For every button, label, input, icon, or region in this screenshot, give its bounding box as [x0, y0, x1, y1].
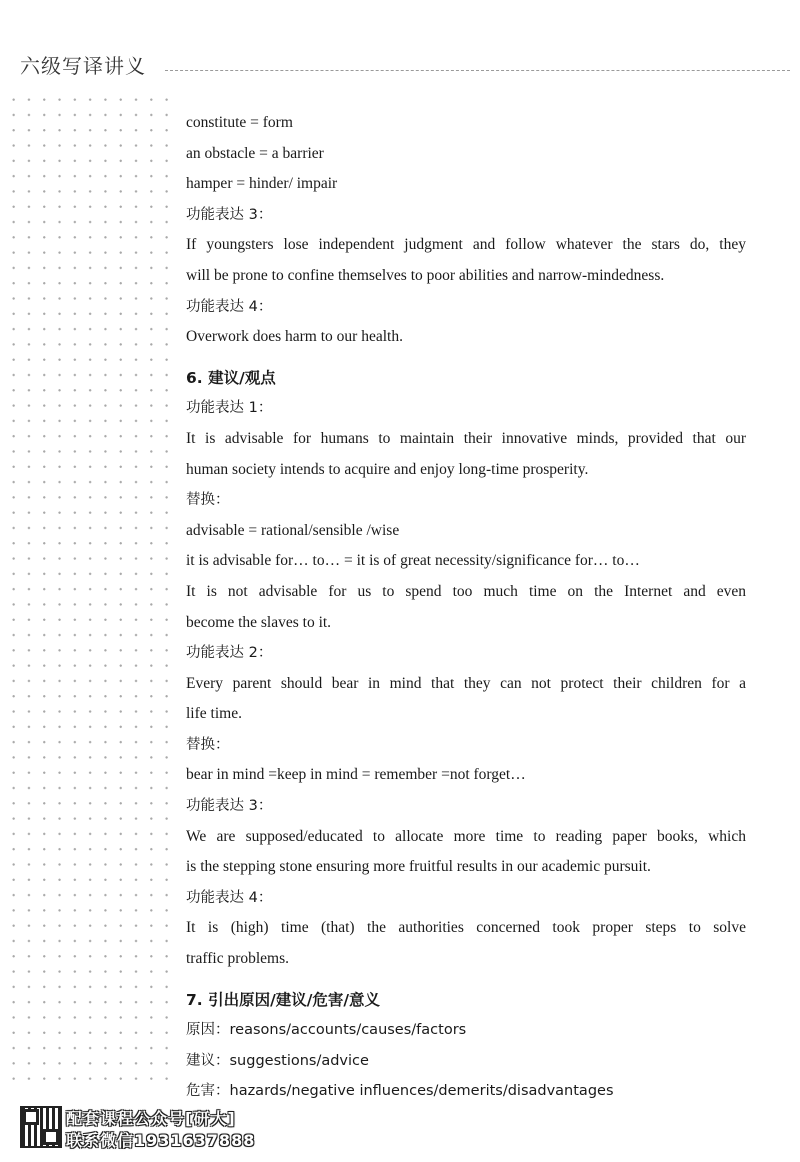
text-line: hamper = hinder/ impair: [186, 175, 338, 193]
text-line: human society intends to acquire and enjoy long-time prosperity.: [186, 460, 589, 478]
text-line: is the stepping stone ensuring more fruitful results in our academic pursuit.: [186, 858, 651, 876]
text-line: It is advisable for humans to maintain their innovative minds, provided that our: [186, 429, 746, 447]
watermark-footer: [20, 1106, 320, 1152]
text-line: 危害：hazards/negative influences/demerits/disadvantages: [186, 1083, 614, 1100]
section-heading: 6. 建议/观点: [186, 368, 276, 387]
qr-code-icon: [20, 1106, 62, 1148]
text-line: If youngsters lose independent judgment and follow whatever the stars do, they: [186, 236, 746, 254]
function-label: 功能表达 2：: [186, 645, 273, 662]
text-line: an obstacle = a barrier: [186, 144, 324, 162]
text-line: 原因：reasons/accounts/causes/factors: [186, 1022, 467, 1039]
text-line: advisable = rational/sensible /wise: [186, 521, 400, 539]
text-line: Overwork does harm to our health.: [186, 328, 403, 346]
header-divider: [165, 70, 790, 71]
text-line: it is advisable for… to… = it is of great necessity/significance for… to…: [186, 552, 640, 570]
text-line: We are supposed/educated to allocate more time to reading paper books, which: [186, 827, 746, 845]
replacement-label: 替换：: [186, 492, 230, 509]
section-heading: 7. 引出原因/建议/危害/意义: [186, 990, 381, 1009]
text-line: constitute = form: [186, 114, 293, 131]
function-label: 功能表达 3：: [186, 798, 273, 815]
text-line: It is not advisable for us to spend too much time on the Internet and even: [186, 582, 746, 600]
text-line: Every parent should bear in mind that they can not protect their children for a: [186, 674, 746, 692]
text-line: bear in mind =keep in mind = remember =not forget…: [186, 766, 526, 784]
replacement-label: 替换：: [186, 736, 230, 753]
text-line: traffic problems.: [186, 950, 290, 968]
page-header-title: 六级写译讲义: [20, 54, 146, 78]
function-label: 功能表达 4：: [186, 298, 273, 315]
text-line: It is (high) time (that) the authorities concerned took proper steps to solve: [186, 919, 746, 937]
promo-text: 联系微信1931637888: [66, 1131, 256, 1150]
function-label: 功能表达 1：: [186, 400, 273, 417]
text-line: become the slaves to it.: [186, 613, 332, 631]
text-line: will be prone to confine themselves to poor abilities and narrow-mindedness.: [186, 266, 665, 284]
function-label: 功能表达 3：: [186, 206, 273, 223]
text-line: life time.: [186, 705, 242, 723]
page-content: [186, 108, 746, 1107]
text-line: 建议：suggestions/advice: [186, 1052, 369, 1069]
function-label: 功能表达 4：: [186, 889, 273, 906]
promo-text: 配套课程公众号[研大]: [66, 1109, 236, 1128]
dot-grid-margin: [6, 92, 174, 1092]
